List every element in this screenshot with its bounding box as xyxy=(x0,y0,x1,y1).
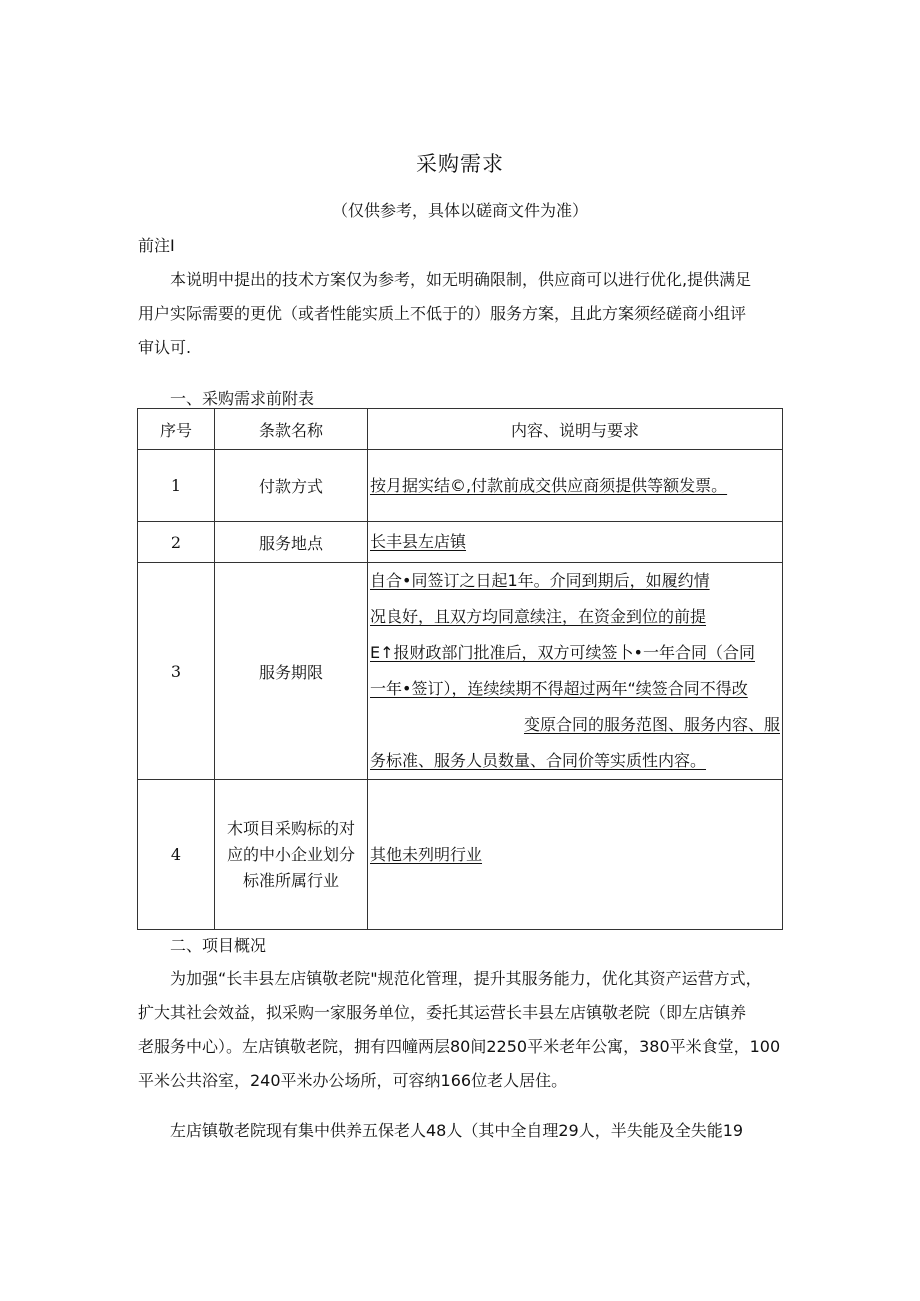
requirements-table xyxy=(137,408,783,930)
desc-line: 务标准、服务人员数量、合同价等实质性内容。 xyxy=(370,751,707,770)
desc-line: E↑报财政部门批准后，双方可续签卜•一年合同（合同 xyxy=(370,643,755,662)
page-title: 采购需求 xyxy=(416,152,504,176)
desc-line: 变原合同的服务范图、服务内容、服 xyxy=(523,715,780,734)
intro-line: 本说明中提出的技术方案仅为参考，如无明确限制，供应商可以进行优化,提供满足 xyxy=(170,270,752,289)
desc-line: 一年•签订），连续续期不得超过两年“续签合同不得改 xyxy=(370,679,748,698)
row-desc xyxy=(368,780,783,930)
intro-paragraph xyxy=(138,263,783,365)
header-no: 序号 xyxy=(138,409,215,450)
header-desc: 内容、说明与要求 xyxy=(368,409,783,450)
row-desc xyxy=(368,450,783,522)
overview-line: 老服务中心）。左店镇敬老院，拥有四幢两层80间2250平米老年公寓，380平米食堂，100 xyxy=(138,1037,781,1056)
desc-line: 自合•同签订之日起1年。介同到期后，如履约情 xyxy=(370,571,710,590)
table-row xyxy=(138,450,783,522)
name-line: 应的中小企业划分 xyxy=(226,844,355,864)
overview-line: 为加强“长丰县左店镇敬老院"规范化管理，提升其服务能力，优化其资产运营方式， xyxy=(170,969,762,988)
section-heading-2: 二、项目概况 xyxy=(170,936,267,955)
row-name xyxy=(215,780,368,930)
row-desc xyxy=(368,563,783,780)
name-line: 木项目采购标的对 xyxy=(226,818,355,838)
row-no: 2 xyxy=(138,522,215,563)
table-row xyxy=(138,563,783,780)
row-name: 服务期限 xyxy=(215,563,368,780)
header-name: 条款名称 xyxy=(215,409,368,450)
desc-line: 况良好，且双方均同意续注，在资金到位的前提 xyxy=(370,607,707,626)
row-name: 服务地点 xyxy=(215,522,368,563)
section-heading-1: 一、采购需求前附表 xyxy=(170,389,315,408)
name-line: 标准所属行业 xyxy=(242,870,339,890)
row-name: 付款方式 xyxy=(215,450,368,522)
page-subtitle: （仅供参考，具体以磋商文件为准） xyxy=(331,201,588,220)
overview-line: 扩大其社会效益，拟采购一家服务单位，委托其运营长丰县左店镇敬老院（即左店镇养 xyxy=(138,1003,747,1022)
note-heading: 前注I xyxy=(138,236,175,255)
row-no: 1 xyxy=(138,450,215,522)
overview-paragraph xyxy=(138,962,783,1098)
overview-line: 平米公共浴室，240平米办公场所，可容纳166位老人居住。 xyxy=(138,1071,568,1090)
table-row xyxy=(138,522,783,563)
desc-line: 按月据实结©,付款前成交供应商须提供等额发票。 xyxy=(370,475,728,495)
table-header-row xyxy=(138,409,783,450)
residents-paragraph xyxy=(138,1114,783,1148)
residents-line: 左店镇敬老院现有集中供养五保老人48人（其中全自理29人，半失能及全失能19 xyxy=(170,1121,744,1140)
intro-line: 用户实际需要的更优（或者性能实质上不低于的）服务方案，且此方案须经磋商小组评 xyxy=(138,304,747,323)
desc-line: 长丰县左店镇 xyxy=(370,532,467,551)
intro-line: 审认可. xyxy=(138,338,192,357)
row-desc xyxy=(368,522,783,563)
row-no: 3 xyxy=(138,563,215,780)
desc-line: 其他未列明行业 xyxy=(370,844,483,864)
row-no: 4 xyxy=(138,780,215,930)
table-row xyxy=(138,780,783,930)
